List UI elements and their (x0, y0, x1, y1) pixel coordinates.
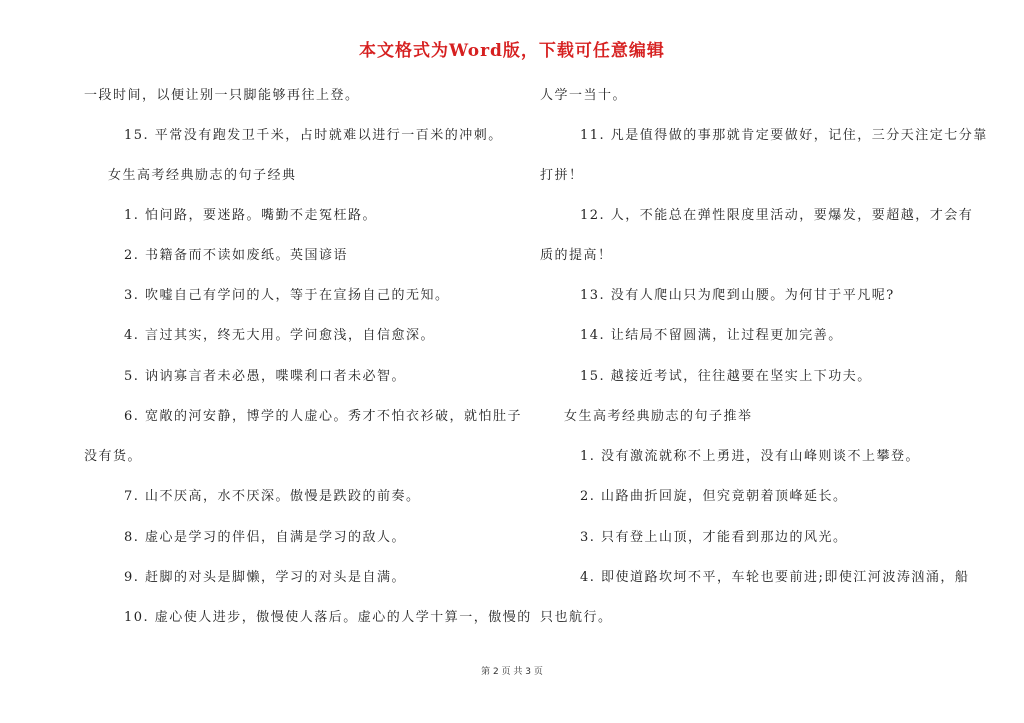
text-line: 1. 没有激流就称不上勇进，没有山峰则谈不上攀登。 (580, 449, 921, 464)
text-line: 15. 平常没有跑发卫千米，占时就难以进行一百米的冲刺。 (124, 128, 503, 143)
text-line: 人学一当十。 (540, 88, 628, 103)
text-line: 质的提高！ (540, 248, 613, 263)
text-line: 14. 让结局不留圆满，让过程更加完善。 (580, 328, 843, 343)
text-line: 1. 怕问路，要迷路。嘴勤不走冤枉路。 (124, 208, 378, 223)
section-heading: 女生高考经典励志的句子经典 (108, 168, 297, 183)
text-line: 6. 宽敞的河安静，博学的人虚心。秀才不怕衣衫破，就怕肚子 (124, 409, 523, 424)
text-line: 5. 讷讷寡言者未必愚，喋喋利口者未必智。 (124, 369, 407, 384)
text-line: 没有货。 (84, 449, 143, 464)
section-heading: 女生高考经典励志的句子推举 (564, 409, 753, 424)
text-line: 10. 虚心使人进步，傲慢使人落后。虚心的人学十算一，傲慢的 (124, 610, 532, 625)
text-line: 3. 吹嘘自己有学问的人，等于在宣扬自己的无知。 (124, 288, 450, 303)
text-line: 8. 虚心是学习的伴侣，自满是学习的敌人。 (124, 530, 407, 545)
text-line: 15. 越接近考试，往往越要在坚实上下功夫。 (580, 369, 872, 384)
document-header-title: 本文格式为Word版，下载可任意编辑 (359, 41, 665, 61)
text-line: 13. 没有人爬山只为爬到山腰。为何甘于平凡呢? (580, 288, 895, 303)
text-line: 打拼！ (540, 168, 584, 183)
text-line: 4. 即使道路坎坷不平，车轮也要前进;即使江河波涛汹涌，船 (580, 570, 970, 585)
page-number-footer: 第 2 页 共 3 页 (481, 667, 543, 677)
text-line: 2. 书籍备而不读如废纸。英国谚语 (124, 248, 349, 263)
text-line: 9. 赶脚的对头是脚懒，学习的对头是自满。 (124, 570, 407, 585)
text-line: 12. 人，不能总在弹性限度里活动，要爆发，要超越，才会有 (580, 208, 974, 223)
text-line: 2. 山路曲折回旋，但究竟朝着顶峰延长。 (580, 489, 848, 504)
text-line: 4. 言过其实，终无大用。学问愈浅，自信愈深。 (124, 328, 436, 343)
text-line: 一段时间，以便让别一只脚能够再往上登。 (84, 88, 360, 103)
text-line: 3. 只有登上山顶，才能看到那边的风光。 (580, 530, 848, 545)
text-line: 只也航行。 (540, 610, 613, 625)
text-line: 11. 凡是值得做的事那就肯定要做好，记住，三分天注定七分靠 (580, 128, 988, 143)
text-line: 7. 山不厌高，水不厌深。傲慢是跌跤的前奏。 (124, 489, 421, 504)
